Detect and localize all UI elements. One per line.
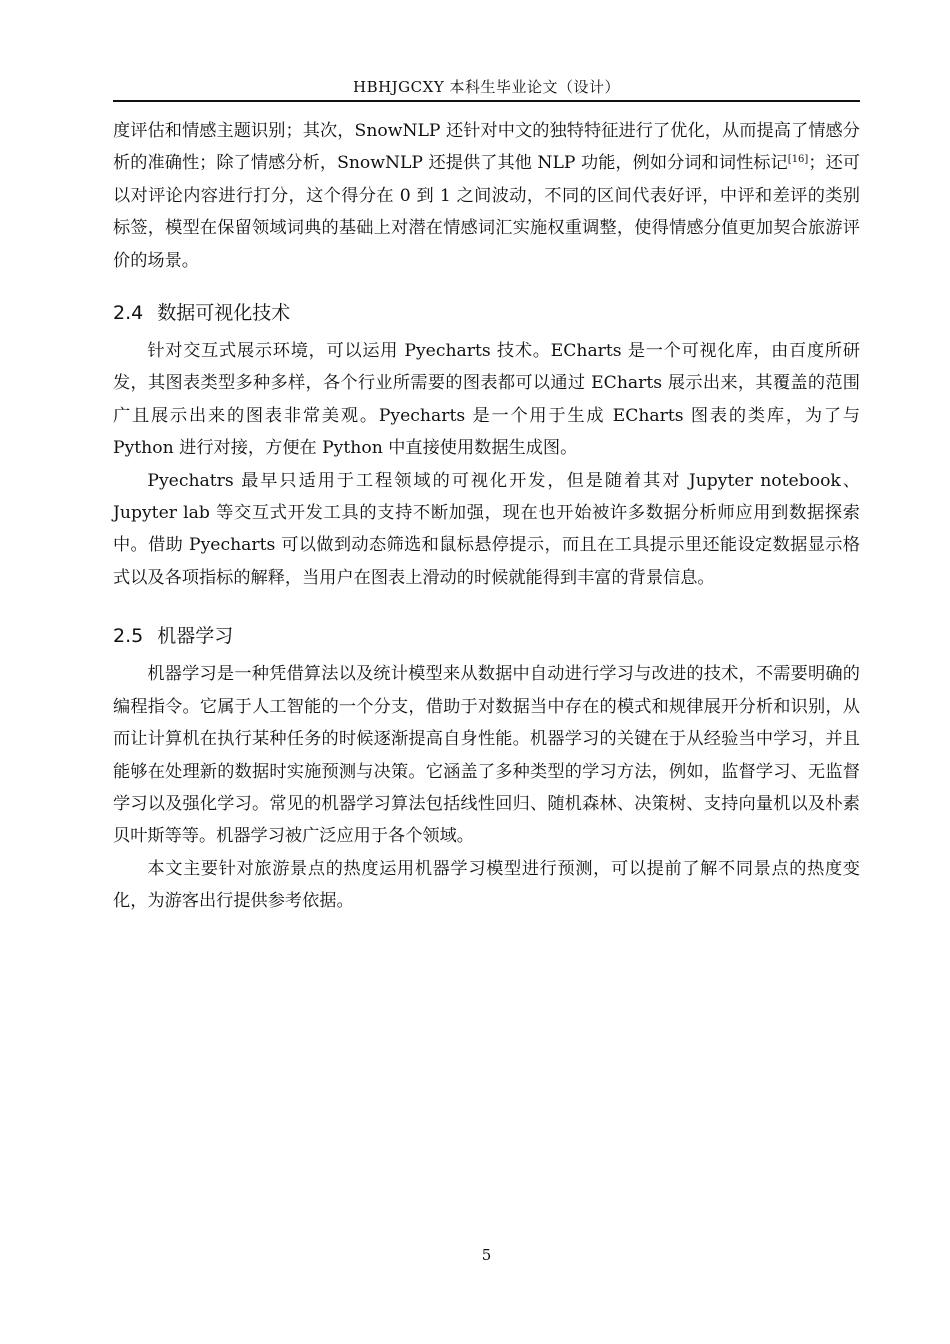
section-number: 2.5 bbox=[113, 625, 144, 648]
section-heading-2-4 bbox=[113, 299, 860, 327]
running-header: HBHJGCXY 本科生毕业论文（设计） bbox=[352, 78, 620, 96]
page-number: 5 bbox=[481, 1246, 492, 1264]
paragraph-2-4-1: 针对交互式展示环境，可以运用 Pyecharts 技术。ECharts 是一个可视化库，由百度所研发，其图表类型多种多样，各个行业所需要的图表都可以通过 ECharts 展示出来，其覆盖的范围广且展示出来的图表非常美观。Pyecharts 是一个用于生成 ECharts 图表的类库，为了与 Python 进行对接，方便在 Python 中直接使用数据生成图。 bbox=[113, 341, 860, 459]
intro-text-after-citation: ；还可以对评论内容进行打分，这个得分在 0 到 1 之间波动，不同的区间代表好评，中评和差评的类别标签，模型在保留领域词典的基础上对潜在情感词汇实施权重调整，使得情感分值更加契合旅游评价的场景。 bbox=[113, 153, 860, 271]
intro-paragraph bbox=[113, 115, 860, 277]
paragraph-2-5-1: 机器学习是一种凭借算法以及统计模型来从数据中自动进行学习与改进的技术，不需要明确的编程指令。它属于人工智能的一个分支，借助于对数据当中存在的模式和规律展开分析和识别，从而让计算机在执行某种任务的时候逐渐提高自身性能。机器学习的关键在于从经验当中学习，并且能够在处理新的数据时实施预测与决策。它涵盖了多种类型的学习方法，例如，监督学习、无监督学习以及强化学习。常见的机器学习算法包括线性回归、随机森林、决策树、支持向量机以及朴素贝叶斯等等。机器学习被广泛应用于各个领域。 bbox=[113, 664, 860, 847]
section-number: 2.4 bbox=[113, 302, 144, 325]
header-rule bbox=[113, 100, 860, 102]
paragraph-2-5-2: 本文主要针对旅游景点的热度运用机器学习模型进行预测，可以提前了解不同景点的热度变化，为游客出行提供参考依据。 bbox=[113, 858, 860, 912]
page-body bbox=[113, 115, 860, 918]
section-heading-2-5 bbox=[113, 622, 860, 650]
paragraph-2-4-2: Pyechatrs 最早只适用于工程领域的可视化开发，但是随着其对 Jupyter notebook、Jupyter lab 等交互式开发工具的支持不断加强，现在也开始被许多数据分析师应用到数据探索中。借助 Pyecharts 可以做到动态筛选和鼠标悬停提示，而且在工具提示里还能设定数据显示格式以及各项指标的解释，当用户在图表上滑动的时候就能得到丰富的背景信息。 bbox=[113, 470, 860, 588]
section-title: 机器学习 bbox=[157, 625, 234, 648]
intro-text-before-citation: 度评估和情感主题识别；其次，SnowNLP 还针对中文的独特特征进行了优化，从而提高了情感分析的准确性；除了情感分析，SnowNLP 还提供了其他 NLP 功能，例如分词和词性标记 bbox=[113, 121, 860, 174]
section-title: 数据可视化技术 bbox=[157, 302, 291, 325]
citation-reference: [16] bbox=[787, 154, 809, 166]
